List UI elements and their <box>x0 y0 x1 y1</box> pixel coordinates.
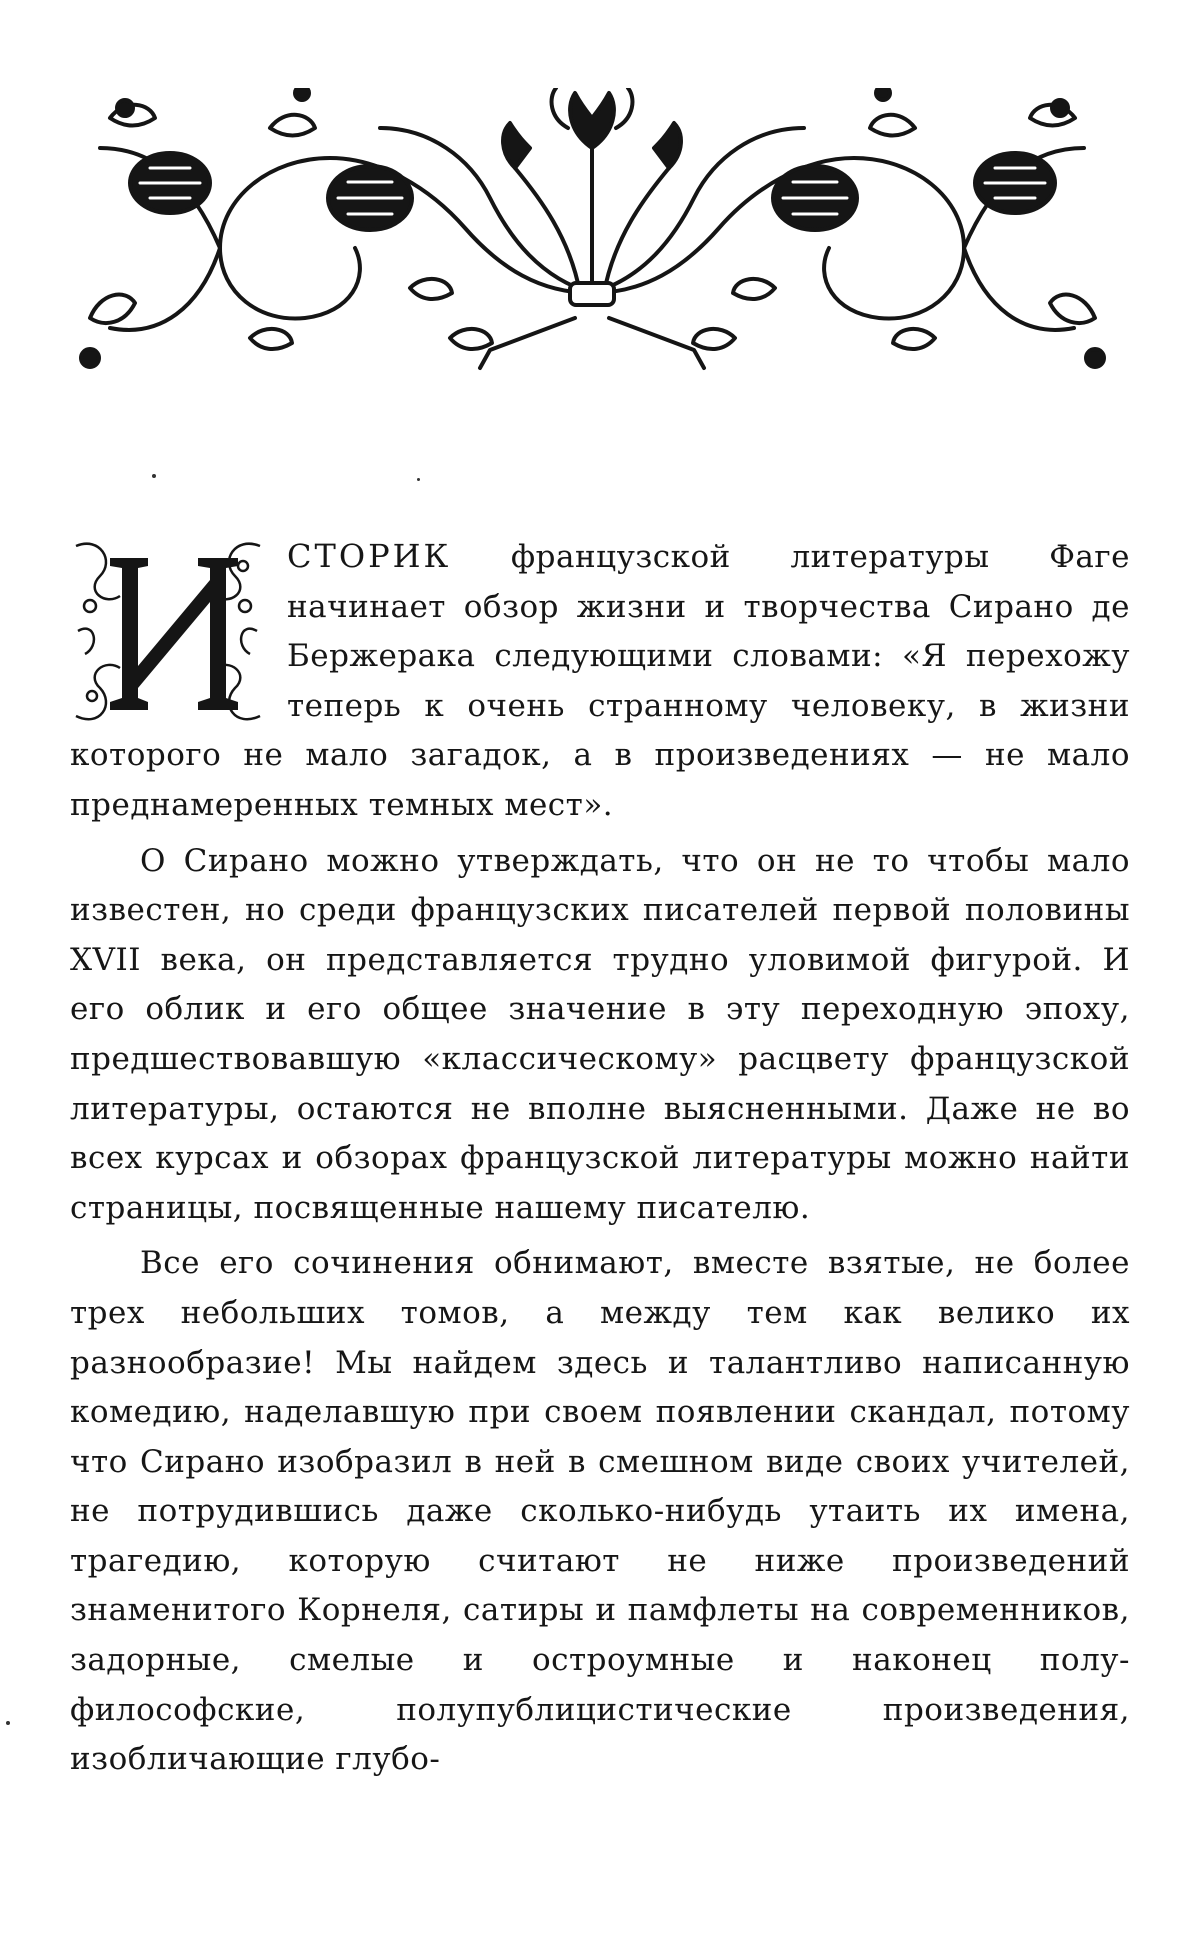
paragraph-2: О Сирано можно утверждать, что он не то чтобы мало известен, но среди французских писателей первой половины XVII века, он представляется трудно уловимой фигурой. И его облик и его общее значение в эту переходную эпоху, предшествовавшую «классическому» расцвету французской литературы, остаются не вполне выясненными. Даже не во всех курсах и обзорах французской литературы можно найти страницы, посвященные нашему писателю. <box>70 842 1130 1226</box>
paragraph-3: Все его сочинения обнимают, вместе взятые, не более трех небольших томов, а между тем как велико их разнообразие! Мы найдем здесь и талантливо написанную комедию, наделавшую при своем появлении скандал, потому что Сирано изобразил в ней в смешном виде своих учителей, не потрудившись даже сколько-нибудь утаить их имена, трагедию, которую считают не ниже произведений знаменитого Корнеля, сатиры и памфлеты на современников, задорные, смелые и остроумные и наконец полу-философские, полупублицистические произведения, изобличающие глубо- <box>70 1245 1130 1778</box>
floral-scroll-ornament-icon <box>70 88 1115 374</box>
paragraph-1-text: французской литературы Фаге начинает обзор жизни и творчества Сирано де Бержерака следующими словами: «Я перехожу теперь к очень странному человеку, в жизни которого не мало загадок, а в произведениях — не мало преднамеренных темных мест». <box>70 539 1130 823</box>
dropcap-letter: И <box>70 536 72 537</box>
print-speck <box>417 478 420 481</box>
print-speck <box>152 474 156 478</box>
ornate-initial-letter-icon <box>70 536 265 728</box>
print-speck <box>6 1721 10 1725</box>
lead-word: СТОРИК <box>287 537 452 575</box>
body-text <box>70 532 1130 1785</box>
